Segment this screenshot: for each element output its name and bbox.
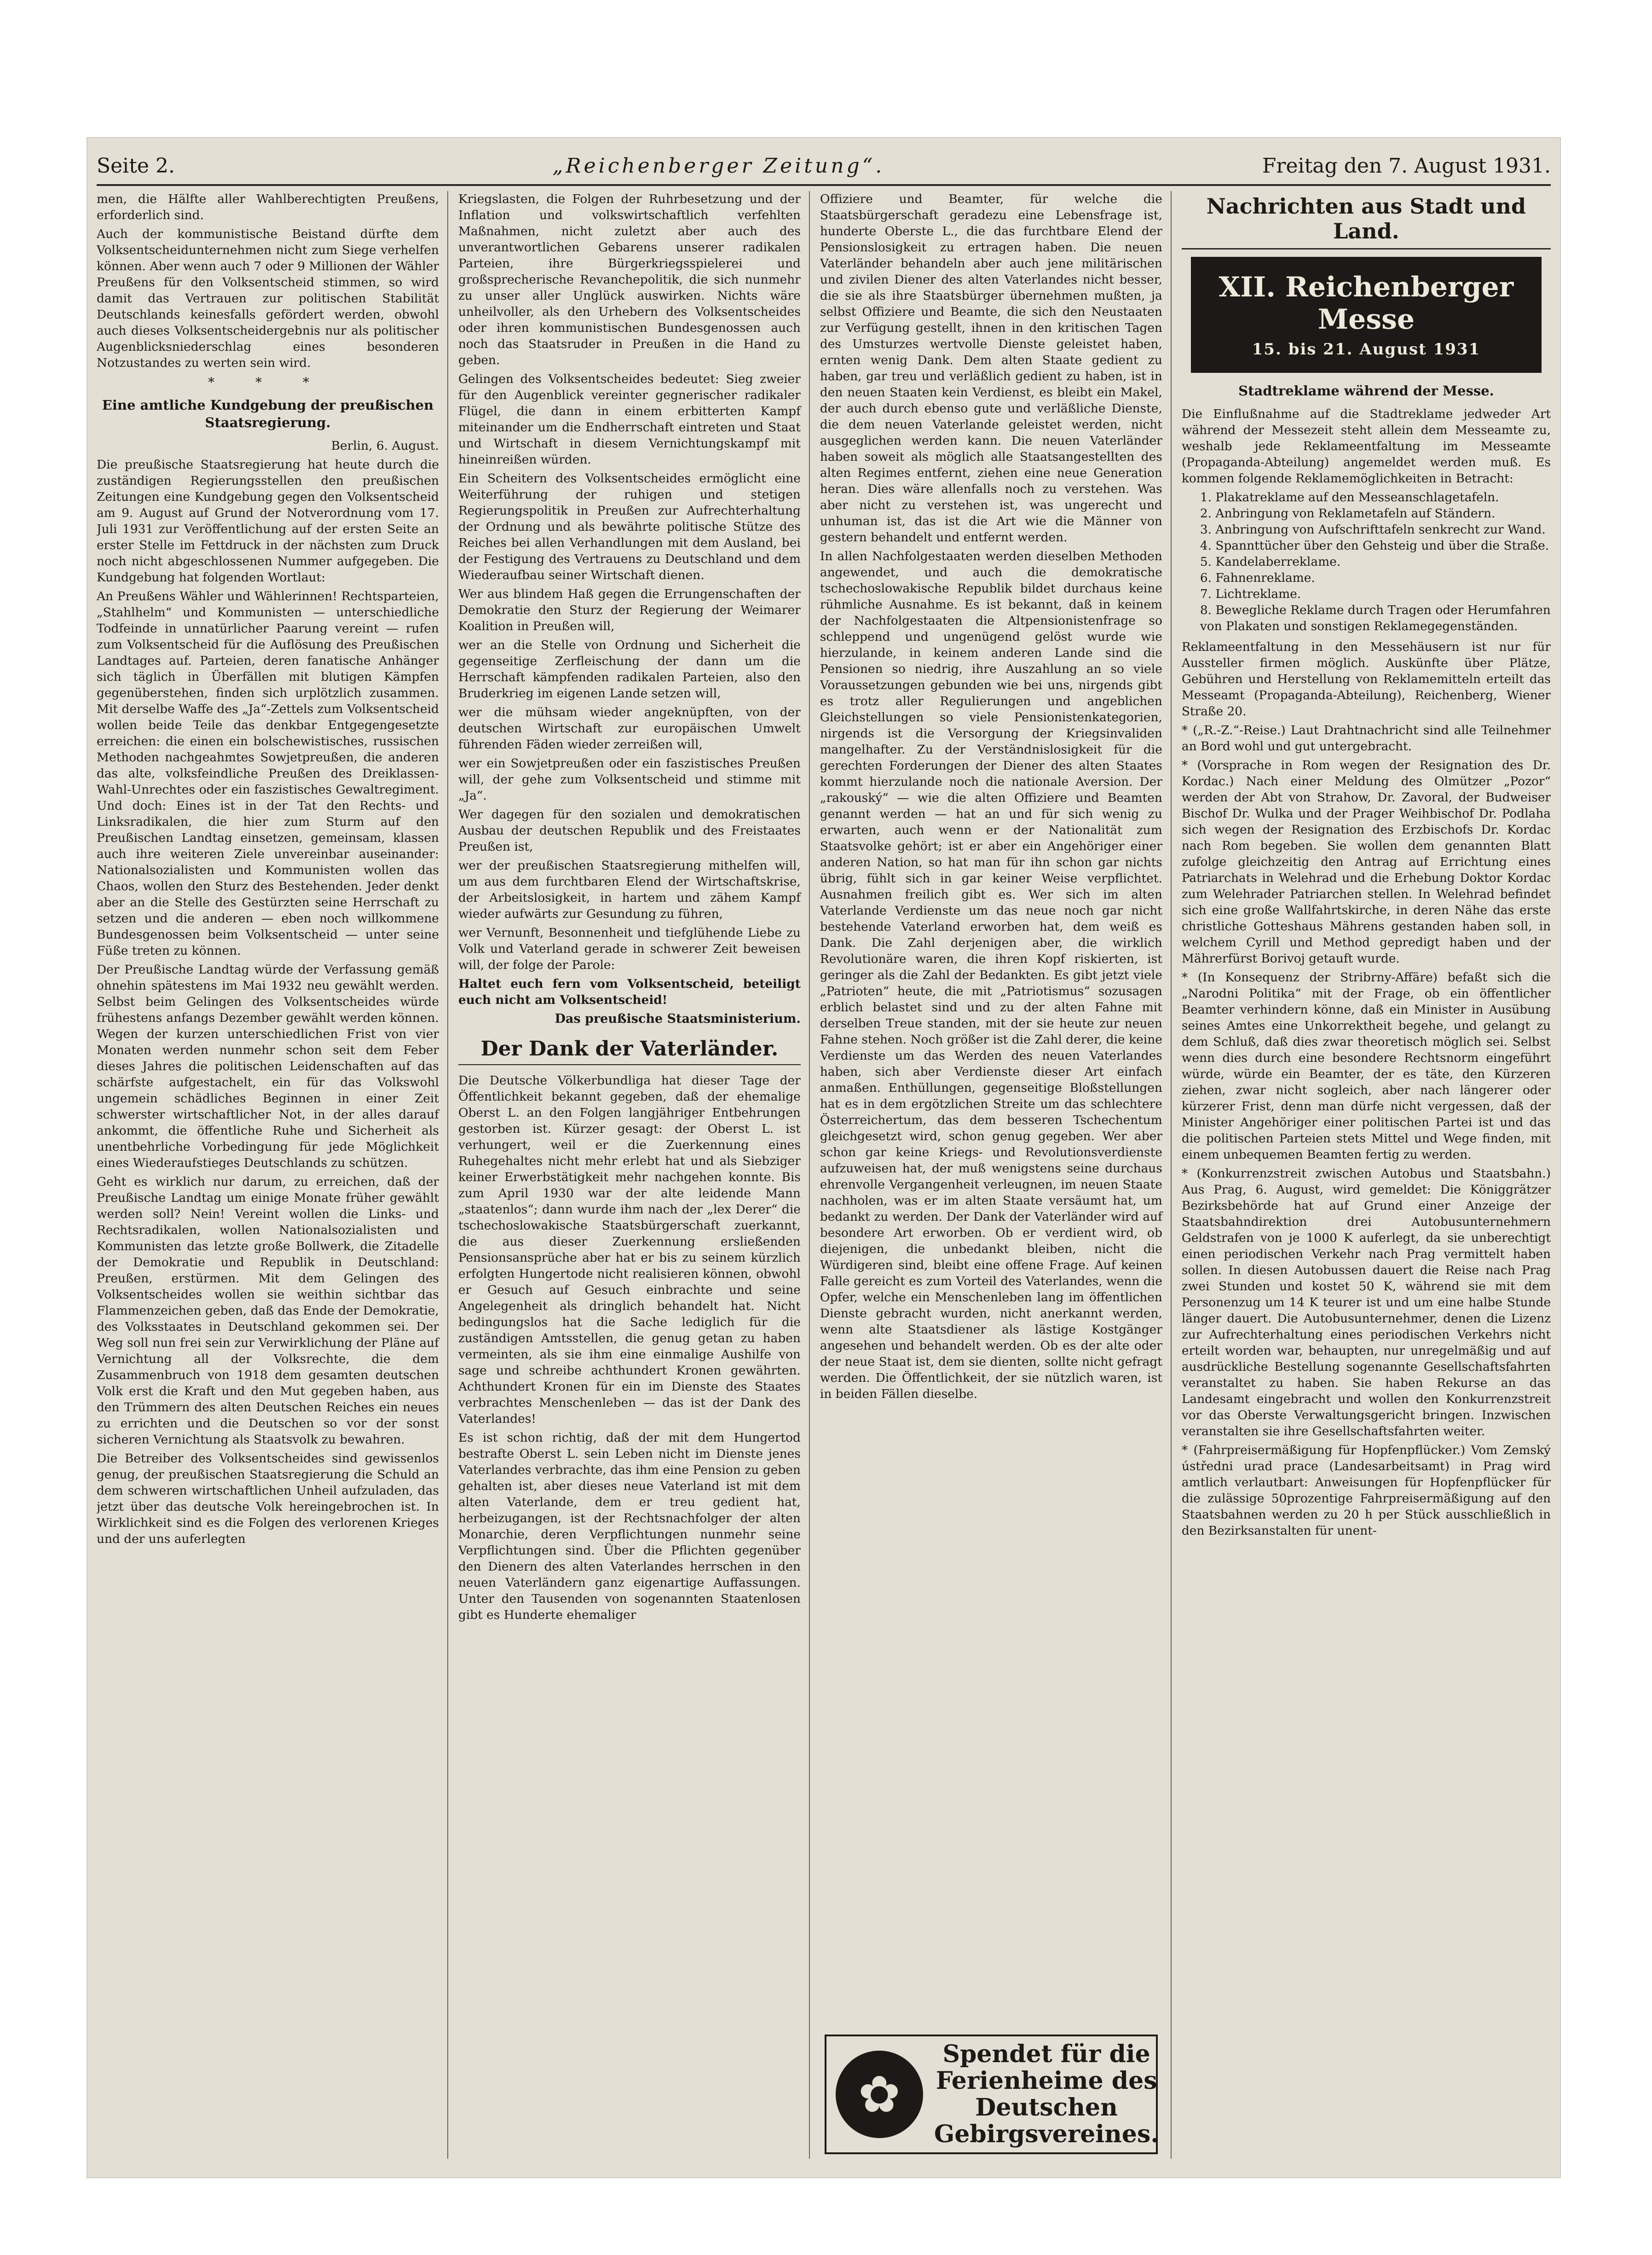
- article-paragraph: wer ein Sowjetpreußen oder ein faszistisches Preußen will, der gehe zum Volksentscheid und stimme mit „Ja“.: [458, 756, 801, 803]
- article-paragraph: Die Einflußnahme auf die Stadtreklame jedweder Art während der Messezeit steht allein dem Messeamte zu, weshalb jede Reklameentfaltung im Messeamte (Propaganda-Abteilung) angemeldet werden muß. Es kommen folgende Reklamemöglichkeiten in Betracht:: [1181, 407, 1551, 486]
- article-paragraph: Wer dagegen für den sozialen und demokratischen Ausbau der deutschen Republik und des Freistaates Preußen ist,: [458, 807, 801, 854]
- article-paragraph: Kriegslasten, die Folgen der Ruhrbesetzung und der Inflation und volkswirtschaftlich verfehlten Maßnahmen, nicht zuletzt aber auch des unverantwortlichen Gebarens unserer radikalen Parteien, ihre Bürgerkriegsspielerei und großsprecherische Revanchepolitik, die sich nunmehr zu unser aller Unglück auswirken. Nichts wäre unheilvoller, als den Urhebern des Volksentscheides oder ihren kommunistischen Bundesgenossen auch noch das Staatsruder in Preußen in die Hand zu geben.: [458, 192, 801, 367]
- article-paragraph: Auch der kommunistische Beistand dürfte dem Volksentscheidunternehmen nicht zum Siege verhelfen können. Aber wenn auch 7 oder 9 Millionen der Wähler Preußens für den Volksentscheid stimmen, so wird damit das Vertrauen zur politischen Stabilität Deutschlands keinesfalls gefördert werden, obwohl auch dieses Volksentscheidergebnis nur als politischer Augenblicksniederschlag eines besonderen Notzustandes zu werten sein wird.: [97, 227, 439, 370]
- list-item: 6. Fahnenreklame.: [1200, 571, 1315, 585]
- list-item: 2. Anbringung von Reklametafeln auf Ständern.: [1200, 506, 1496, 521]
- news-item: * (In Konsequenz der Stribrny-Affäre) befaßt sich die „Narodni Politika“ mit der Frage, ob ein öffentlicher Beamter verhindern könne, daß ein Minister in Ausübung seines Amtes eine Unkorrektheit begehe, und gelangt zu dem Schluß, daß dies zwar theoretisch möglich sei. Selbst wenn dies durch eine besondere Rechtsnorm eingeführt würde, würde ein Beamter, der es täte, den Kürzeren ziehen, zwar nicht sogleich, aber nach längerer oder kürzerer Frist, denn man dürfe nicht vergessen, daß der Minister Angehöriger einer politischen Partei ist und das die politischen Parteien stets Mittel und Wege finden, mit einem unbequemen Beamten fertig zu werden.: [1181, 970, 1551, 1162]
- article-paragraph: Gelingen des Volksentscheides bedeutet: Sieg zweier für den Augenblick vereinter gegnerischer radikaler Flügel, die dann in einem erbitterten Kampf miteinander um die Endherrschaft eintreten und Staat und Wirtschaft in diesem Vernichtungskampf mit hineinreißen würden.: [458, 372, 801, 467]
- news-item: * (Fahrpreisermäßigung für Hopfenpflücker.) Vom Zemský ústředni urad prace (Landesarbeitsamt) in Prag wird amtlich verlautbart: Anweisungen für Hopfenpflücker für die zulässige 50prozentige Fahrpreisermäßigung auf den Staatsbahnen werden zu 20 h per Stück ausschließlich in den Bezirksanstalten für unent-: [1181, 1443, 1551, 1538]
- article-paragraph: Haltet euch fern vom Volksentscheid, beteiligt euch nicht am Volksentscheid!: [458, 977, 801, 1007]
- article-paragraph: Die Betreiber des Volksentscheides sind gewissenlos genug, der preußischen Staatsregierung die Schuld an dem schweren wirtschaftlichen Unheil aufzuladen, das jetzt über das deutsche Volk hereingebrochen ist. In Wirklichkeit sind es die Folgen des verlorenen Krieges und der uns auferlegten: [97, 1451, 439, 1546]
- article-paragraph: Die preußische Staatsregierung hat heute durch die zuständigen Regierungsstellen den preußischen Zeitungen eine Kundgebung gegen den Volksentscheid am 9. August auf Grund der Notverordnung vom 17. Juli 1931 zur Veröffentlichung auf der ersten Seite an erster Stelle im Fettdruck in der nächsten zum Druck noch nicht abgeschlossenen Nummer aufgegeben. Die Kundgebung hat folgenden Wortlaut:: [97, 458, 439, 585]
- dateline: Berlin, 6. August.: [331, 439, 439, 453]
- fair-banner: [1191, 257, 1542, 373]
- article-paragraph: men, die Hälfte aller Wahlberechtigten Preußens, erforderlich sind.: [97, 192, 439, 222]
- article-paragraph: wer der preußischen Staatsregierung mithelfen will, um aus dem furchtbaren Elend der Wirtschaftskrise, der Arbeitslosigkeit, in hartem und zähem Kampf wieder aufwärts zur Gesundung zu führen,: [458, 858, 801, 921]
- news-item: * (Vorsprache in Rom wegen der Resignation des Dr. Kordac.) Nach einer Meldung des Olmützer „Pozor“ werden der Abt von Strahow, Dr. Zavoral, der Budweiser Bischof Dr. Wulka und der Prager Weihbischof Dr. Podlaha sich wegen der Resignation des Erzbischofs Dr. Kordac nach Rom begeben. Sie wollen dem genannten Blatt zufolge gleichzeitig den Antrag auf Errichtung eines Patriarchats in Welehrad und die Erhebung Doktor Kordac zum Welehrader Patriarchen stellen. In Welehrad befindet sich eine große Wallfahrtskirche, in deren Nähe das erste christliche Gotteshaus Mährens gestanden haben soll, in welchem Cyrill und Method gepredigt haben und der Mährerfürst Borivoj getauft wurde.: [1181, 758, 1551, 966]
- article-paragraph: Es ist schon richtig, daß der mit dem Hungertod bestrafte Oberst L. sein Leben nicht im Dienste jenes Vaterlandes verbrachte, das ihm eine Pension zu geben gehalten ist, aber dieses neue Vaterland ist mit dem alten Vaterlande, dem er treu gedient hat, herbeizugangen, ist der Rechtsnachfolger der alten Monarchie, deren Verpflichtungen nunmehr seine Verpflichtungen sind. Über die Pflichten gegenüber den Dienern des alten Vaterlandes herrschen in den neuen Vaterländern ganz eigenartige Auffassungen. Unter den Tausenden von sogenannten Staatenlosen gibt es Hunderte ehemaliger: [458, 1431, 801, 1622]
- article-paragraph: Die Deutsche Völkerbundliga hat dieser Tage der Öffentlichkeit bekannt gegeben, daß der ehemalige Oberst L. an den Folgen langjähriger Entbehrungen gestorben ist. Kürzer gesagt: der Oberst L. ist verhungert, weil er die Zuerkennung eines Ruhegehaltes nicht mehr erlebt hat und als Siebziger keiner Erwerbstätigkeit mehr nachgehen konnte. Bis zum April 1930 war der alte leidende Mann „staatenlos“; dann wurde ihm nach der „lex Derer“ die tschechoslowakische Staatsbürgerschaft zuerkannt, die aus dieser Zuerkennung ersließenden Pensionsansprüche aber hat er bis zu seinem kürzlich erfolgten Hungertode nicht realisieren können, obwohl er Gesuch auf Gesuch einbrachte und seine Angelegenheit als dringlich behandelt hat. Nicht bedingungslos hat die Sache lediglich für die zuständigen Amtsstellen, die genug getan zu haben vermeinten, als sie ihm eine einmalige Aushilfe von sage und schreibe achthundert Kronen gewährten. Achthundert Kronen für ein im Dienste des Staates verbrachtes Menschenleben — das ist der Dank des Vaterlandes!: [458, 1073, 801, 1426]
- news-item: * (Konkurrenzstreit zwischen Autobus und Staatsbahn.) Aus Prag, 6. August, wird gemeldet: Die Königgrätzer Bezirksbehörde hat auf Grund einer Anzeige der Staatsbahndirektion drei Autobusunternehmern Geldstrafen von je 1000 K auferlegt, da sie unberechtigt einen periodischen Verkehr nach Prag vermittelt haben sollen. In diesen Autobussen dauert die Reise nach Prag zwei Stunden und kostet 50 K, während sie mit dem Personenzug um 14 K teurer ist und um eine halbe Stunde länger dauert. Die Autobusunternehmer, denen die Lizenz zur Aufrechterhaltung eines periodischen Verkehrs nicht erteilt worden war, behaupten, nur unregelmäßig und auf ausdrückliche Bestellung sogenannte Gesellschaftsfahrten veranstaltet zu haben. Sie haben Rekurse an das Landesamt eingebracht und wollen den Konkurrenzstreit vor das Oberste Verwaltungsgericht bringen. Inzwischen veranstalten sie ihre Gesellschaftsfahrten weiter.: [1181, 1166, 1551, 1438]
- article-paragraph: Der Preußische Landtag würde der Verfassung gemäß ohnehin spätestens im Mai 1932 neu gewählt werden. Selbst beim Gelingen des Volksentscheides würde frühestens anfangs Dezember gewählt werden können. Wegen der kurzen unterschiedlichen Frist von vier Monaten werden nunmehr schon seit dem Feber dieses Jahres die politischen Leidenschaften auf das schärfste aufgestachelt, ein für das Volkswohl ungemein schädliches Beginnen in einer Zeit schwerster wirtschaftlicher Not, in der alles darauf ankommt, die öffentliche Ruhe und Sicherheit als unentbehrliche Vorbedingung für jede Möglichkeit eines Wiederaufstieges Deutschlands zu schützen.: [97, 962, 439, 1170]
- article-paragraph: Reklameentfaltung in den Messehäusern ist nur für Aussteller firmen möglich. Auskünfte über Plätze, Gebühren und Herstellung von Reklamemitteln erteilt das Messeamt (Propaganda-Abteilung), Reichenberg, Wiener Straße 20.: [1181, 640, 1551, 719]
- list-item: 5. Kandelaberreklame.: [1200, 555, 1341, 569]
- article-paragraph: In allen Nachfolgestaaten werden dieselben Methoden angewendet, und auch die demokratische tschechoslowakische Republik bildet durchaus keine rühmliche Ausnahme. Es ist bekannt, daß in keinem der Nachfolgestaaten die Altpensionistenfrage so schleppend und ungenügend gelöst wurde wie hierzulande, in keinem anderen Lande sind die Pensionen so niedrig, ihre Auszahlung an so viele Voraussetzungen gebunden wie bei uns, nirgends gibt es trotz aller Regulierungen und angeblichen Gleichstellungen so viele Pensionistenkategorien, nirgends ist die Versorgung der Kriegsinvaliden mangelhafter. Zu der Verständnislosigkeit für die gerechten Forderungen der Diener des alten Staates kommt hierzulande noch die nationale Aversion. Der „rakouský“ — wie die alten Offiziere und Beamten genannt werden — hat an und für sich wenig zu erwarten, auch wenn er der Nationalität zum Staatsvolke gehört; ist er aber ein Angehöriger einer anderen Nation, so hat man für ihn schon gar nichts übrig, fühlt sich in gar keiner Weise verpflichtet. Ausnahmen freilich gibt es. Wer sich im alten Vaterlande Verdienste um das neue noch gar nicht bestehende Vaterland erworben hat, dem weiß es Dank. Die Zahl derjenigen aber, die wirklich Revolutionäre waren, die ihren Kopf riskierten, ist geringer als die Zahl der Bedankten. Es gibt jetzt viele „Patrioten“ heute, die mit „Patriotismus“ sozusagen erblich belastet sind und zu der alten Fahne mit derselben Treue standen, mit der sie heute zur neuen Fahne stehen. Noch größer ist die Zahl derer, die keine Verdienste um das Werden des neuen Vaterlandes haben, sich aber Verdienste dieser Art einfach anmaßen. Enthüllungen, gegenseitige Bloßstellungen hat es in dem ergötzlichen Streite um das schlechtere Österreichertum, das dem besseren Tschechentum gleichgesetzt wird, schon genug gegeben. Wer aber schon gar keine Kriegs- und Revolutionsverdienste aufzuweisen hat, der muß wenigstens seine durchaus ehrenvolle Vergangenheit verleugnen, im neuen Staate nachholen, was er im alten Staate versäumt hat, um bedankt zu werden. Der Dank der Vaterländer wird auf besondere Art erworben. Ob er verdient wird, ob diejenigen, die unbedankt bleiben, nicht die Würdigeren sind, bleibt eine offene Frage. Auf keinen Falle gereicht es zum Vorteil des Vaterlandes, wenn die Opfer, welche ein Menschenleben lang im öffentlichen Dienste gebracht wurden, nicht anerkannt werden, wenn alte Staatsdiener als lästige Kostgänger angesehen und behandelt werden. Ob es der alte oder der neue Staat ist, dem sie dienten, sollte nicht gefragt werden. Die Öffentlichkeit, der sie nützlich waren, ist in beiden Fällen dieselbe.: [820, 549, 1162, 1401]
- edelweiss-emblem-icon: ✿: [836, 2051, 923, 2138]
- article-headline: Eine amtliche Kundgebung der preußischen Staatsregierung.: [102, 397, 434, 430]
- page-number: Seite 2.: [97, 154, 175, 178]
- section-separator: * * *: [208, 375, 328, 390]
- column-1: [97, 191, 448, 2159]
- list-item: 1. Plakatreklame auf den Messeanschlagetafeln.: [1200, 490, 1499, 504]
- article-headline: Stadtreklame während der Messe.: [1238, 383, 1494, 399]
- page-header: [97, 147, 1551, 186]
- columns: [97, 191, 1551, 2159]
- column-2: [458, 191, 810, 2159]
- article-paragraph: Ein Scheitern des Volksentscheides ermöglicht eine Weiterführung der ruhigen und stetigen Regierungspolitik in Preußen zur Aufrechterhaltung der Ordnung und als bewährte politische Stütze des Reiches bei allen Verhandlungen mit dem Ausland, bei der Festigung des Vertrauens zu Deutschland und dem Wiederaufbau seiner Wirtschaft dienen.: [458, 471, 801, 582]
- list-item: 3. Anbringung von Aufschrifttafeln senkrecht zur Wand.: [1200, 522, 1546, 537]
- article-paragraph: Offiziere und Beamter, für welche die Staatsbürgerschaft geradezu eine Lebensfrage ist, hunderte Oberste L., die das furchtbare Elend der Pensionslosigkeit zu ertragen haben. Die neuen Vaterländer behandeln aber auch jene militärischen und zivilen Diener des alten Vaterlandes nicht besser, die sie als ihre Staatsbürger übernehmen mußten, ja selbst Offiziere und Beamte, die sich den Neustaaten zur Verfügung gestellt, ihnen in den kritischen Tagen des Umsturzes wertvolle Dienste geleistet haben, ernten wenig Dank. Dem alten Staate gedient zu haben, gar treu und verläßlich gedient zu haben, ist in den neuen Staaten kein Verdienst, es bleibt ein Makel, der auch durch ebenso gute und verläßliche Dienste, die dem neuen Vaterlande geleistet werden, nicht ausgeglichen werden kann. Die neuen Vaterländer haben soweit als möglich alle Staatsangestellten des alten Regimes entfernt, ziehen eine neue Generation heran. Dies wäre allenfalls noch zu verstehen. Was aber nicht zu verstehen ist, was ungerecht und unhuman ist, das ist die Art wie die Männer von gestern behandelt und entfernt werden.: [820, 192, 1162, 545]
- article-headline: Der Dank der Vaterländer.: [458, 1037, 801, 1065]
- list-item: 7. Lichtreklame.: [1200, 587, 1301, 601]
- fair-banner-title: XII. Reichenberger Messe: [1219, 271, 1514, 336]
- section-title: Nachrichten aus Stadt und Land.: [1182, 191, 1551, 249]
- fair-banner-dates: 15. bis 21. August 1931: [1252, 340, 1481, 359]
- advertisement-box: [825, 2035, 1158, 2154]
- news-item: * („R.-Z.“-Reise.) Laut Drahtnachricht sind alle Teilnehmer an Bord wohl und gut untergebracht.: [1181, 723, 1551, 754]
- article-paragraph: wer an die Stelle von Ordnung und Sicherheit die gegenseitige Zerfleischung der dann um die Herrschaft kämpfenden radikalen Parteien, also den Bruderkrieg im eigenen Lande setzen will,: [458, 638, 801, 701]
- list-item: 4. Spannttücher über den Gehsteig und über die Straße.: [1200, 539, 1549, 553]
- article-paragraph: Geht es wirklich nur darum, zu erreichen, daß der Preußische Landtag um einige Monate früher gewählt werden soll? Nein! Vereint wollen die Links- und Rechtsradikalen, wollen Nationalsozialisten und Kommunisten das letzte große Bollwerk, die Zitadelle der Demokratie und Republik in Deutschland: Preußen, erstürmen. Mit dem Gelingen des Volksentscheides wollen sie weithin sichtbar das Flammenzeichen geben, daß das Ende der Demokratie, des Volksstaates in Deutschland gekommen sei. Der Weg soll nun frei sein zur Verwirklichung der Pläne auf Vernichtung all der Volksrechte, die dem Zusammenbruch von 1918 dem gesamten deutschen Volk erst die Kraft und den Mut gegeben haben, aus den Trümmern des alten Deutschen Reiches ein neues zu errichten und die Deutschen so vor der sonst sicheren Vernichtung als Staatsvolk zu bewahren.: [97, 1175, 439, 1447]
- article-paragraph: Wer aus blindem Haß gegen die Errungenschaften der Demokratie den Sturz der Regierung der Weimarer Koalition in Preußen will,: [458, 587, 801, 633]
- list-item: 8. Bewegliche Reklame durch Tragen oder Herumfahren von Plakaten und sonstigen Reklamegegenständen.: [1200, 603, 1551, 633]
- masthead-title: „Reichenberger Zeitung“.: [552, 154, 885, 178]
- advertisement-text: Spendet für die Ferienheime des Deutschen Gebirgsvereines.: [934, 2040, 1159, 2148]
- article-paragraph: wer die mühsam wieder angeknüpften, von der deutschen Wirtschaft zur europäischen Umwelt führenden Fäden wieder zerreißen will,: [458, 705, 801, 752]
- signature-line: Das preußische Staatsministerium.: [555, 1012, 801, 1026]
- article-paragraph: wer Vernunft, Besonnenheit und tiefglühende Liebe zu Volk und Vaterland gerade in schwerer Zeit beweisen will, der folge der Parole:: [458, 926, 801, 972]
- issue-date: Freitag den 7. August 1931.: [1262, 154, 1551, 178]
- newspaper-page: [87, 138, 1560, 2177]
- column-4: [1182, 191, 1551, 2159]
- column-3: [820, 191, 1172, 2159]
- article-paragraph: An Preußens Wähler und Wählerinnen! Rechtsparteien, „Stahlhelm“ und Kommunisten — unterschiedliche Todfeinde in unnatürlicher Paarung vereint — rufen zum Volksentscheid für die Auflösung des Preußischen Landtages auf. Parteien, deren fanatische Anhänger sich täglich in Überfällen mit blutigen Kämpfen gegenüberstehen, finden sich urplötzlich zusammen. Mit derselbe Waffe des „Ja“-Zettels zum Volksentscheid wollen beide Teile das denkbar Entgegengesetzte erreichen: die einen ein bolschewistisches, russischen Methoden nachgeahmtes Sowjetpreußen, die anderen das alte, volksfeindliche Preußen des Dreiklassen-Wahl-Unrechtes oder ein faszistisches Gewaltregiment. Und doch: Eines ist in der Tat den Rechts- und Linksradikalen, die hier zum Sturm auf den Preußischen Landtag einsetzen, gemeinsam, klassen auch ihre weiteren Ziele unvereinbar auseinander: Nationalsozialisten und Kommunisten wollen das Chaos, wollen den Sturz des Bestehenden. Jeder denkt aber an die Stelle des Gestürzten seine Herrschaft zu setzen und die anderen — eben noch willkommene Bundesgenossen beim Volksentscheid — unter seine Füße treten zu können.: [97, 589, 439, 958]
- advertising-options-list: [1200, 489, 1551, 634]
